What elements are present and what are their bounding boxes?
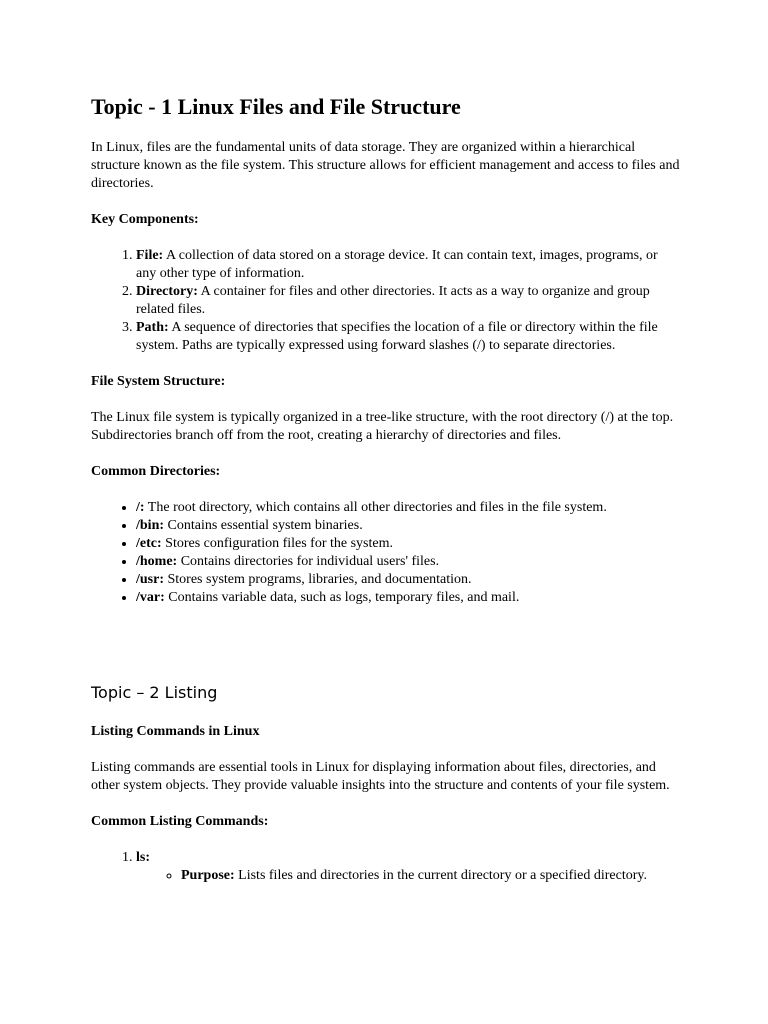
item-desc: Contains variable data, such as logs, temporary files, and mail. bbox=[164, 590, 520, 605]
item-desc: A sequence of directories that specifies the location of a file or directory within the file system. Paths are typically expressed using forward slashes (/) to separate directories. bbox=[136, 320, 658, 353]
list-item bbox=[136, 499, 681, 517]
key-components-heading: Key Components: bbox=[91, 212, 199, 227]
list-item bbox=[136, 589, 681, 607]
fs-structure-text: The Linux file system is typically organized in a tree-like structure, with the root directory (/) at the top. Subdirectories branch off from the root, creating a hierarchy of directories and files. bbox=[91, 410, 674, 443]
item-term: Purpose: bbox=[181, 868, 235, 883]
list-item bbox=[136, 283, 681, 319]
item-desc: Stores system programs, libraries, and documentation. bbox=[164, 572, 472, 587]
section-spacer bbox=[91, 625, 681, 682]
topic1-intro: In Linux, files are the fundamental units of data storage. They are organized within a hierarchical structure known as the file system. This structure allows for efficient management and access to files and directories. bbox=[91, 140, 680, 191]
item-term: Path: bbox=[136, 320, 169, 335]
command-details-list bbox=[136, 867, 681, 885]
item-desc: A container for files and other directories. It acts as a way to organize and group related files. bbox=[136, 284, 650, 317]
item-desc: Lists files and directories in the current directory or a specified directory. bbox=[234, 868, 647, 883]
item-desc: Contains essential system binaries. bbox=[164, 518, 363, 533]
list-item bbox=[136, 247, 681, 283]
item-term: /: bbox=[136, 500, 145, 515]
list-item bbox=[136, 535, 681, 553]
list-item bbox=[136, 553, 681, 571]
document-body bbox=[91, 93, 681, 903]
list-item bbox=[181, 867, 681, 885]
common-listing-heading: Common Listing Commands: bbox=[91, 814, 269, 829]
item-term: /usr: bbox=[136, 572, 164, 587]
command-name: ls: bbox=[136, 850, 150, 865]
item-term: Directory: bbox=[136, 284, 198, 299]
common-dirs-heading: Common Directories: bbox=[91, 464, 221, 479]
item-term: File: bbox=[136, 248, 164, 263]
fs-structure-heading: File System Structure: bbox=[91, 374, 226, 389]
listing-commands-list bbox=[91, 849, 681, 885]
key-components-list bbox=[91, 247, 681, 355]
list-item bbox=[136, 849, 681, 885]
item-desc: Stores configuration files for the system. bbox=[161, 536, 393, 551]
item-term: /bin: bbox=[136, 518, 165, 533]
item-desc: Contains directories for individual users' files. bbox=[177, 554, 440, 569]
item-desc: A collection of data stored on a storage device. It can contain text, images, programs, or any other type of information. bbox=[136, 248, 658, 281]
list-item bbox=[136, 319, 681, 355]
topic2-title: Topic – 2 Listing bbox=[91, 683, 218, 702]
list-item bbox=[136, 517, 681, 535]
topic1-title: Topic - 1 Linux Files and File Structure bbox=[91, 94, 461, 119]
item-term: /etc: bbox=[136, 536, 162, 551]
list-item bbox=[136, 571, 681, 589]
listing-text: Listing commands are essential tools in Linux for displaying information about files, directories, and other system objects. They provide valuable insights into the structure and contents of your file system. bbox=[91, 760, 670, 793]
listing-heading: Listing Commands in Linux bbox=[91, 724, 260, 739]
item-desc: The root directory, which contains all other directories and files in the file system. bbox=[144, 500, 607, 515]
common-dirs-list bbox=[91, 499, 681, 607]
item-term: /home: bbox=[136, 554, 178, 569]
item-term: /var: bbox=[136, 590, 165, 605]
